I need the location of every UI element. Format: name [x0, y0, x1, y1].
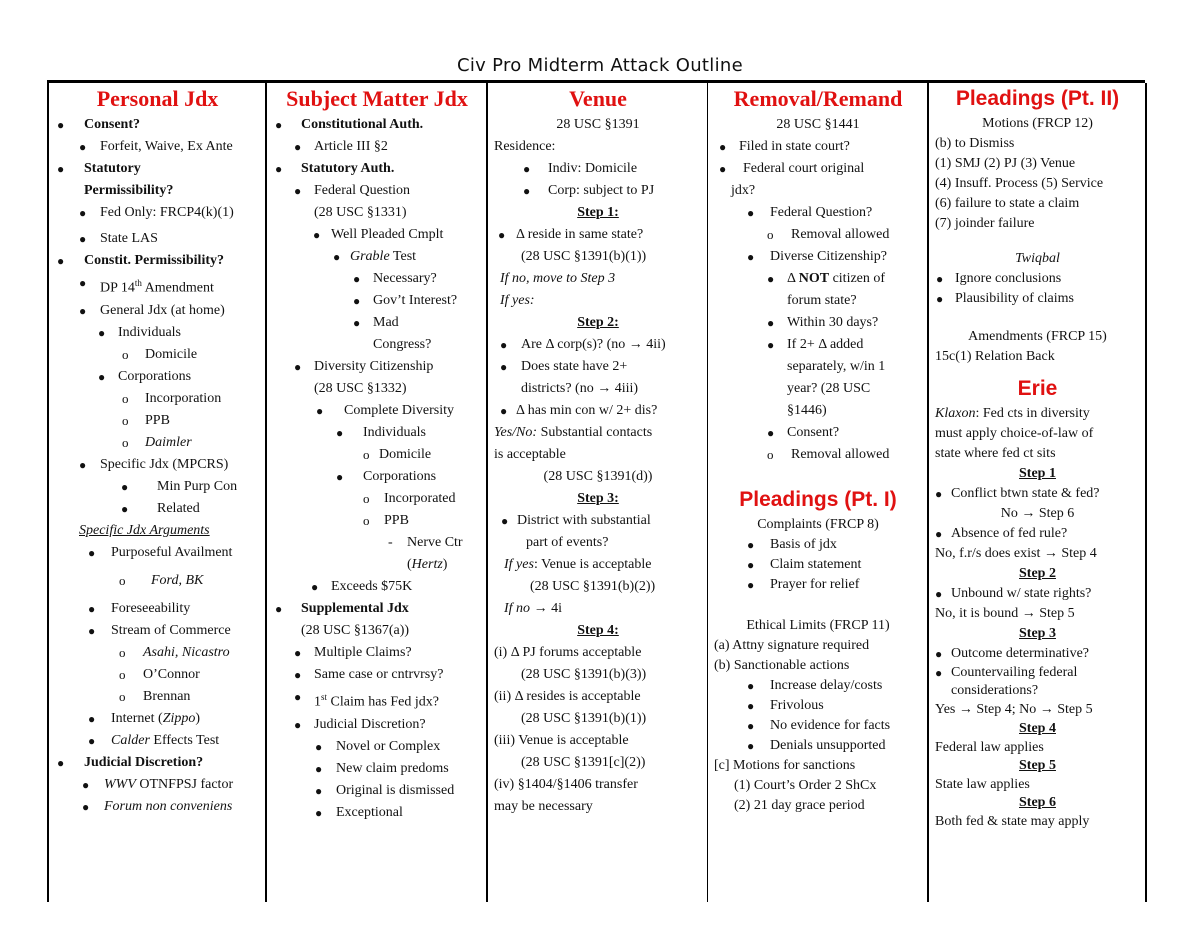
list-item: ● Forum non conveniens [53, 796, 262, 818]
list-item: (28 USC §1391(d)) [543, 469, 653, 484]
bullet-icon: ● [79, 206, 87, 220]
bullet-icon: ● [719, 162, 727, 176]
heading-venue: Venue [569, 86, 627, 111]
list-item: ● Federal Question [271, 180, 483, 202]
list-item: ● Related [53, 498, 262, 520]
bullet-icon: ● [82, 799, 90, 814]
list-item: o Brennan [53, 686, 262, 708]
list-item: ● Grable Test [271, 246, 483, 268]
bullet-icon: ● [57, 755, 65, 770]
list-item: ● Original is dismissed [271, 780, 483, 802]
list-item: (28 USC §1391(b)(2)) [530, 579, 656, 594]
bullet-icon: ● [353, 272, 361, 286]
list-item: o Domicile [271, 444, 483, 466]
bullet-icon: ● [523, 184, 531, 198]
list-item: ● Internet (Zippo) [53, 708, 262, 730]
list-item: ● Plausibility of claims [933, 289, 1142, 309]
list-item: ● New claim predoms [271, 758, 483, 780]
list-item: (1) Court’s Order 2 ShCx [734, 778, 877, 793]
list-item: ● Foreseeability [53, 598, 262, 620]
list-item: year? (28 USC [787, 381, 871, 396]
list-item: Klaxon: Fed cts in diversity [935, 406, 1090, 421]
bullet-icon: ● [498, 228, 506, 242]
list-item: ● Δ reside in same state? [492, 224, 704, 246]
list-item: Yes/No: Substantial contacts [494, 425, 653, 440]
bullet-icon: ● [316, 404, 324, 418]
bullet-icon: ● [747, 538, 755, 552]
list-item: (28 USC §1332) [314, 381, 407, 396]
list-item: (1) SMJ (2) PJ (3) Venue [935, 156, 1076, 171]
list-item: ● General Jdx (at home) [53, 300, 262, 322]
circle-bullet-icon: o [122, 434, 129, 450]
bullet-icon: ● [57, 162, 65, 176]
circle-bullet-icon: o [363, 513, 370, 528]
list-item: districts? (no → 4iii) [521, 381, 639, 396]
circle-bullet-icon: o [122, 390, 129, 406]
list-item: ● Supplemental Jdx [271, 598, 483, 620]
bullet-icon: ● [747, 739, 755, 753]
circle-bullet-icon: o [767, 227, 774, 242]
list-item: separately, w/in 1 [787, 359, 886, 374]
circle-bullet-icon: o [363, 447, 370, 462]
bullet-icon: ● [747, 206, 755, 220]
bullet-icon: ● [98, 369, 106, 384]
page-title: Civ Pro Midterm Attack Outline [457, 55, 743, 76]
list-item: ● Federal court original [712, 158, 924, 180]
step-heading: Step 3: [577, 491, 619, 506]
bullet-icon: ● [98, 325, 106, 340]
column-pleadings-erie [927, 83, 1147, 902]
list-item: ● Does state have 2+ [492, 356, 704, 378]
circle-bullet-icon: o [122, 346, 129, 362]
list-item: Twiqbal [1015, 251, 1060, 266]
bullet-icon: ● [294, 690, 302, 704]
list-item: Specific Jdx Arguments [79, 522, 210, 538]
bullet-icon: ● [747, 699, 755, 713]
bullet-icon: ● [935, 647, 943, 661]
list-item: ● No evidence for facts [712, 716, 924, 736]
list-item: is acceptable [494, 447, 566, 462]
list-item: (Hertz) [407, 557, 448, 572]
step-heading: Step 1 [1019, 466, 1056, 481]
list-item: (28 USC §1331) [314, 205, 407, 220]
list-item: If no → 4i [504, 601, 562, 616]
list-item: If yes: Venue is acceptable [504, 557, 652, 572]
list-item: state where fed ct sits [935, 446, 1056, 461]
bullet-icon: ● [315, 783, 323, 798]
bullet-icon: ● [275, 118, 283, 132]
heading-removal-remand: Removal/Remand [733, 86, 903, 111]
step-heading: Step 2 [1019, 566, 1056, 581]
list-item: ● Diverse Citizenship? [712, 246, 924, 268]
list-item: ● Unbound w/ state rights? [933, 584, 1142, 604]
list-item: forum state? [787, 293, 857, 308]
list-item: must apply choice-of-law of [935, 426, 1094, 441]
list-item: ● Outcome determinative? [933, 644, 1142, 664]
list-item: o Ford, BK [53, 570, 262, 592]
list-item: Amendments (FRCP 15) [968, 329, 1107, 344]
list-item: If yes: [500, 293, 535, 308]
list-item: o Domicile [53, 344, 262, 366]
bullet-icon: ● [936, 292, 944, 306]
bullet-icon: ● [79, 303, 87, 318]
circle-bullet-icon: o [122, 412, 129, 428]
bullet-icon: ● [935, 666, 943, 680]
list-item: considerations? [951, 683, 1039, 698]
list-item: No, f.r/s does exist → Step 4 [935, 546, 1097, 561]
list-item: ● Increase delay/costs [712, 676, 924, 696]
bullet-icon: ● [935, 587, 943, 601]
list-item: ● WWV OTNFPSJ factor [53, 774, 262, 796]
column-venue [486, 83, 707, 902]
bullet-icon: ● [79, 276, 87, 290]
list-item: Both fed & state may apply [935, 814, 1090, 829]
list-item: If no, move to Step 3 [500, 271, 616, 286]
list-item: ● Denials unsupported [712, 736, 924, 756]
bullet-icon: ● [57, 254, 65, 268]
bullet-icon: ● [747, 250, 755, 264]
list-item: ● Prayer for relief [712, 575, 924, 595]
list-item: o PPB [53, 410, 262, 432]
list-item: ● Claim statement [712, 555, 924, 575]
list-item: No → Step 6 [1000, 506, 1075, 521]
list-item: ● Mad [271, 312, 483, 334]
list-item: [c] Motions for sanctions [714, 758, 856, 773]
list-item: §1446) [787, 403, 827, 418]
list-item: ● Gov’t Interest? [271, 290, 483, 312]
dash-bullet-icon: - [388, 535, 393, 550]
bullet-icon: ● [935, 527, 943, 541]
column-personal-jdx [47, 83, 265, 902]
list-item: ● Conflict btwn state & fed? [933, 484, 1142, 504]
bullet-icon: ● [935, 487, 943, 501]
list-item: (7) joinder failure [935, 216, 1035, 231]
list-item: o Incorporated [271, 488, 483, 510]
step-heading: Step 5 [1019, 758, 1056, 773]
circle-bullet-icon: o [363, 491, 370, 506]
heading-pleadings-pt1: Pleadings (Pt. I) [739, 488, 897, 511]
list-item: ● Consent? [712, 422, 924, 444]
list-item: part of events? [526, 535, 609, 550]
list-item: (b) Sanctionable actions [714, 658, 850, 673]
bullet-icon: ● [88, 711, 96, 726]
bullet-icon: ● [500, 338, 508, 352]
list-item: Motions (FRCP 12) [982, 116, 1093, 131]
list-item: Residence: [494, 139, 556, 154]
bullet-icon: ● [79, 232, 87, 246]
circle-bullet-icon: o [767, 447, 774, 462]
bullet-icon: ● [275, 162, 283, 176]
list-item: ● Basis of jdx [712, 535, 924, 555]
list-item: ● Filed in state court? [712, 136, 924, 158]
step-heading: Step 6 [1019, 795, 1056, 810]
list-item: ● Statutory Auth. [271, 158, 483, 180]
list-item: 15c(1) Relation Back [935, 349, 1055, 364]
bullet-icon: ● [121, 479, 129, 494]
list-item: ● Corporations [53, 366, 262, 388]
list-item: (a) Attny signature required [714, 638, 870, 653]
list-item: ● Novel or Complex [271, 736, 483, 758]
list-item: ● Multiple Claims? [271, 642, 483, 664]
list-item: Federal law applies [935, 740, 1044, 755]
bullet-icon: ● [336, 426, 344, 440]
bullet-icon: ● [313, 228, 321, 242]
list-item: ● Specific Jdx (MPCRS) [53, 454, 262, 476]
bullet-icon: ● [82, 777, 90, 792]
list-item: ● DP 14th Amendment [53, 272, 262, 300]
list-item: ● If 2+ Δ added [712, 334, 924, 356]
list-item: Ethical Limits (FRCP 11) [746, 618, 890, 633]
list-item: ● District with substantial [492, 510, 704, 532]
list-item: (iii) Venue is acceptable [494, 733, 629, 748]
heading-erie: Erie [1017, 377, 1058, 400]
list-item: ● Frivolous [712, 696, 924, 716]
list-item: ● Constit. Permissibility? [53, 250, 262, 272]
list-item: jdx? [731, 183, 756, 198]
list-item: ● Individuals [53, 322, 262, 344]
list-item: (28 USC §1391(b)(1)) [521, 249, 647, 264]
step-heading: Step 1: [577, 205, 619, 220]
list-item: (28 USC §1391(b)(3)) [521, 667, 647, 682]
list-item: ● Same case or cntrvrsy? [271, 664, 483, 686]
bullet-icon: ● [88, 601, 96, 616]
list-item: o Incorporation [53, 388, 262, 410]
list-item: (iv) §1404/§1406 transfer [494, 777, 638, 792]
bullet-icon: ● [294, 184, 302, 198]
bullet-icon: ● [88, 623, 96, 638]
list-item: o PPB [271, 510, 483, 532]
bullet-icon: ● [523, 162, 531, 176]
list-item: ● Complete Diversity [271, 400, 483, 422]
list-item: ● Purposeful Availment [53, 542, 262, 564]
column-subject-matter-jdx [265, 83, 486, 902]
step-heading: Step 4: [577, 623, 619, 638]
list-item: Yes → Step 4; No → Step 5 [935, 702, 1093, 717]
bullet-icon: ● [747, 558, 755, 572]
bullet-icon: ● [294, 360, 302, 374]
list-item: Permissibility? [84, 183, 174, 198]
list-item: ● Are Δ corp(s)? (no → 4ii) [492, 334, 704, 356]
bullet-icon: ● [79, 140, 87, 154]
bullet-icon: ● [747, 719, 755, 733]
bullet-icon: ● [353, 294, 361, 308]
bullet-icon: ● [719, 140, 727, 154]
list-item: o Removal allowed [712, 224, 924, 246]
circle-bullet-icon: o [119, 688, 126, 704]
bullet-icon: ● [500, 360, 508, 374]
list-item: ● Δ NOT citizen of [712, 268, 924, 290]
heading-pleadings-pt2: Pleadings (Pt. II) [955, 87, 1120, 110]
list-item: ● Necessary? [271, 268, 483, 290]
bullet-icon: ● [275, 602, 283, 616]
bullet-icon: ● [294, 646, 302, 660]
list-item: 28 USC §1441 [776, 117, 860, 132]
list-item: ● Judicial Discretion? [53, 752, 262, 774]
list-item: ● Exceeds $75K [271, 576, 483, 598]
list-item: ● Statutory [53, 158, 262, 180]
heading-personal-jdx: Personal Jdx [96, 86, 219, 111]
list-item: ● Countervailing federal [935, 665, 1078, 680]
bullet-icon: ● [315, 761, 323, 776]
bullet-icon: ● [353, 316, 361, 330]
step-heading: Step 4 [1019, 721, 1056, 736]
bullet-icon: ● [500, 404, 508, 418]
bullet-icon: ● [767, 316, 775, 330]
list-item: (b) to Dismiss [935, 136, 1015, 151]
list-item: (4) Insuff. Process (5) Service [935, 176, 1104, 191]
circle-bullet-icon: o [119, 644, 126, 660]
bullet-icon: ● [88, 733, 96, 748]
circle-bullet-icon: o [119, 666, 126, 682]
list-item: ● 1st Claim has Fed jdx? [271, 686, 483, 714]
list-item: (28 USC §1391(b)(1)) [521, 711, 647, 726]
list-item: ● Min Purp Con [53, 476, 262, 498]
list-item: may be necessary [494, 799, 593, 814]
list-item: ● Diversity Citizenship [271, 356, 483, 378]
list-item: ● Federal Question? [712, 202, 924, 224]
bullet-icon: ● [333, 250, 341, 264]
list-item: o Daimler [53, 432, 262, 454]
list-item: No, it is bound → Step 5 [935, 606, 1075, 621]
heading-subject-matter-jdx: Subject Matter Jdx [286, 86, 468, 111]
bullet-icon: ● [57, 118, 65, 132]
bullet-icon: ● [501, 514, 509, 528]
list-item: ● Corp: subject to PJ [492, 180, 704, 202]
list-item: ● Corporations [271, 466, 483, 488]
bullet-icon: ● [311, 580, 319, 594]
outline-table [47, 80, 1145, 902]
list-item: (6) failure to state a claim [935, 196, 1080, 211]
bullet-icon: ● [88, 545, 96, 560]
list-item: ● Ignore conclusions [933, 269, 1142, 289]
list-item: ● Within 30 days? [712, 312, 924, 334]
list-item: ● Calder Effects Test [53, 730, 262, 752]
bullet-icon: ● [767, 426, 775, 440]
bullet-icon: ● [79, 457, 87, 472]
list-item: ● Absence of fed rule? [933, 524, 1142, 544]
list-item: o Removal allowed [712, 444, 924, 466]
bullet-icon: ● [294, 668, 302, 682]
list-item: State law applies [935, 777, 1030, 792]
circle-bullet-icon: o [119, 572, 126, 588]
list-item: ● State LAS [53, 228, 262, 250]
step-heading: Step 2: [577, 315, 619, 330]
bullet-icon: ● [294, 717, 302, 732]
bullet-icon: ● [315, 739, 323, 754]
list-item: o O’Connor [53, 664, 262, 686]
list-item: ● Article III §2 [271, 136, 483, 158]
list-item: (28 USC §1391[c](2)) [521, 755, 646, 770]
column-removal-remand [707, 83, 927, 902]
list-item: 28 USC §1391 [556, 117, 640, 132]
list-item: ● Individuals [271, 422, 483, 444]
list-item: (2) 21 day grace period [734, 798, 865, 813]
bullet-icon: ● [121, 501, 129, 516]
bullet-icon: ● [315, 805, 323, 820]
bullet-icon: ● [294, 140, 302, 154]
list-item: ● Judicial Discretion? [271, 714, 483, 736]
list-item: ● Forfeit, Waive, Ex Ante [53, 136, 262, 158]
list-item: ● Constitutional Auth. [271, 114, 483, 136]
list-item: o Asahi, Nicastro [53, 642, 262, 664]
list-item: ● Δ has min con w/ 2+ dis? [492, 400, 704, 422]
list-item: (28 USC §1367(a)) [301, 623, 410, 638]
bullet-icon: ● [767, 272, 775, 286]
list-item: (ii) Δ resides is acceptable [494, 689, 641, 704]
bullet-icon: ● [747, 578, 755, 592]
list-item: ● Exceptional [271, 802, 483, 824]
list-item: - Nerve Ctr [271, 532, 483, 554]
list-item: ● Fed Only: FRCP4(k)(1) [53, 202, 262, 224]
list-item: ● Stream of Commerce [53, 620, 262, 642]
list-item: Complaints (FRCP 8) [757, 517, 879, 532]
bullet-icon: ● [936, 272, 944, 286]
list-item: ● Consent? [53, 114, 262, 136]
bullet-icon: ● [336, 470, 344, 484]
list-item: (i) Δ PJ forums acceptable [494, 645, 642, 660]
bullet-icon: ● [747, 679, 755, 693]
list-item: Congress? [373, 337, 432, 352]
bullet-icon: ● [767, 338, 775, 352]
step-heading: Step 3 [1019, 626, 1056, 641]
list-item: ● Well Pleaded Cmplt [271, 224, 483, 246]
list-item: ● Indiv: Domicile [492, 158, 704, 180]
